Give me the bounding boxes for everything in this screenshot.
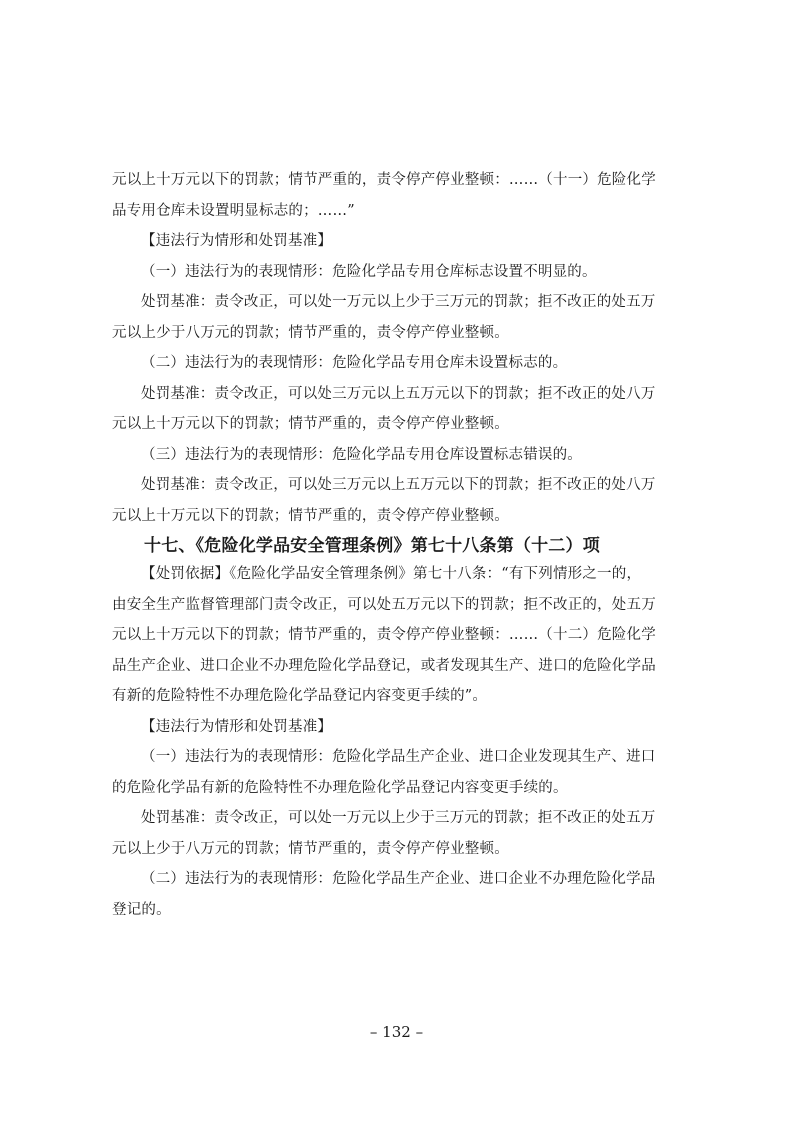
text-line: 元以上十万元以下的罚款；情节严重的，责令停产停业整顿：……（十二）危险化学 [112,627,656,643]
text-line: 处罚基准：责令改正，可以处一万元以上少于三万元的罚款；拒不改正的处五万 [141,810,656,826]
text-line: 元以上十万元以下的罚款；情节严重的，责令停产停业整顿。 [112,507,509,524]
text-line: （三）违法行为的表现情形：危险化学品专用仓库设置标志错误的。 [141,446,582,463]
text-line: 登记的。 [112,901,171,918]
page-content [112,170,682,930]
text-line: （二）违法行为的表现情形：危险化学品生产企业、进口企业不办理危险化学品 [141,871,656,887]
text-line: 元以上少于八万元的罚款；情节严重的，责令停产停业整顿。 [112,840,509,857]
text-line: 品生产企业、进口企业不办理危险化学品登记，或者发现其生产、进口的危险化学品 [112,657,656,674]
text-line: 【违法行为情形和处罚基准】 [141,718,333,735]
text-line: 处罚基准：责令改正，可以处三万元以上五万元以下的罚款；拒不改正的处八万 [141,385,656,402]
text-line: 元以上少于八万元的罚款；情节严重的，责令停产停业整顿。 [112,324,509,341]
section-heading: 十七、《危险化学品安全管理条例》第七十八条第（十二）项 [144,536,600,556]
text-line: 【违法行为情形和处罚基准】 [141,233,333,249]
text-line: 元以上十万元以下的罚款；情节严重的，责令停产停业整顿。 [112,416,509,432]
text-line: （一）违法行为的表现情形：危险化学品专用仓库标志设置不明显的。 [141,263,597,280]
text-line: 由安全生产监督管理部门责令改正，可以处五万元以下的罚款；拒不改正的，处五万 [112,596,656,613]
text-line: 品专用仓库未设置明显标志的；……” [112,202,355,219]
text-line: 处罚基准：责令改正，可以处一万元以上少于三万元的罚款；拒不改正的处五万 [141,294,656,310]
page-number: – 132 – [369,1023,424,1041]
text-line: （一）违法行为的表现情形：危险化学品生产企业、进口企业发现其生产、进口 [141,749,656,765]
text-line: 的危险化学品有新的危险特性不办理危险化学品登记内容变更手续的。 [112,779,568,796]
text-line: 元以上十万元以下的罚款；情节严重的，责令停产停业整顿：……（十一）危险化学 [112,172,656,188]
text-line: 有新的危险特性不办理危险化学品登记内容变更手续的”。 [112,688,488,704]
text-line: （二）违法行为的表现情形：危险化学品专用仓库未设置标志的。 [141,355,568,371]
text-line: 【处罚依据】《危险化学品安全管理条例》第七十八条：“有下列情形之一的， [141,566,642,582]
text-line: 处罚基准：责令改正，可以处三万元以上五万元以下的罚款；拒不改正的处八万 [141,477,656,493]
